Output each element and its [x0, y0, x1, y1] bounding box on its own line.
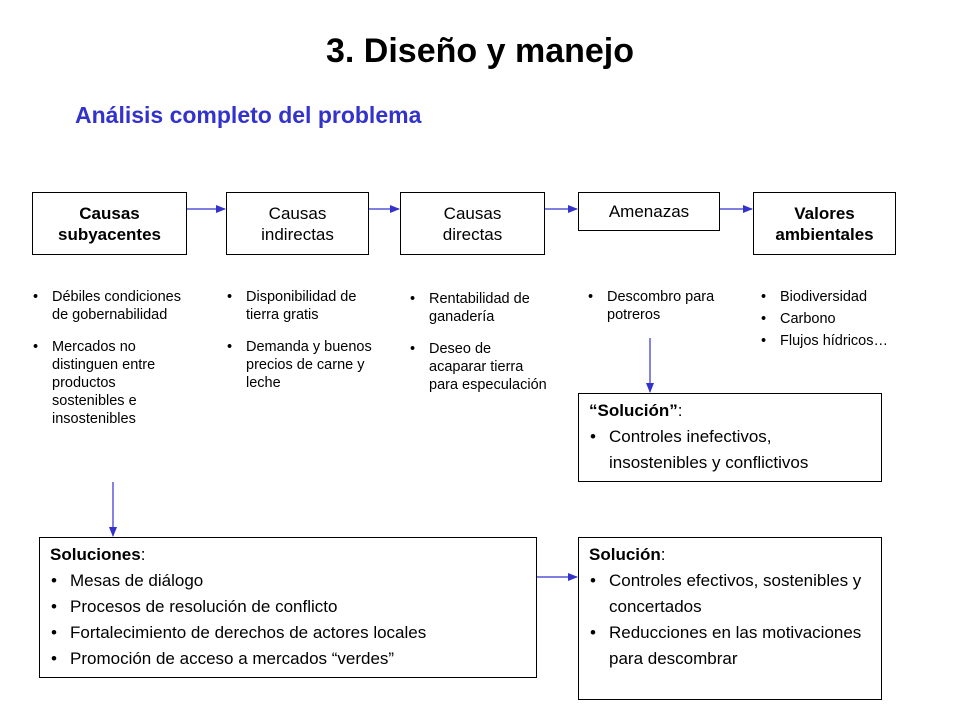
list-item: • Flujos hídricos…: [760, 332, 910, 350]
list-item: • Controles inefectivos, insostenibles y conflictivos: [589, 424, 871, 476]
list-item: • Procesos de resolución de conflicto: [50, 594, 526, 620]
box-line1: Causas: [268, 203, 327, 223]
list-item: • Débiles condiciones de gobernabilidad: [32, 288, 192, 324]
heading-rest: :: [140, 545, 146, 564]
heading-bold: Solución: [589, 545, 661, 564]
box-line1: Causas: [443, 203, 502, 223]
list-item: • Disponibilidad de tierra gratis: [226, 288, 376, 324]
list-item: • Biodiversidad: [760, 288, 910, 306]
list-item: • Deseo de acaparar tierra para especulación: [409, 340, 549, 394]
list-item: • Rentabilidad de ganadería: [409, 290, 549, 326]
list-item: • Fortalecimiento de derechos de actores locales: [50, 620, 526, 646]
box-line2: directas: [442, 224, 503, 244]
list-item: • Reducciones en las motivaciones para descombrar: [589, 620, 871, 672]
heading-rest: :: [660, 545, 666, 564]
heading-bold: Soluciones: [50, 545, 141, 564]
list-item: • Carbono: [760, 310, 910, 328]
list-item: • Descombro para potreros: [587, 288, 727, 324]
heading-rest: :: [677, 401, 683, 420]
box-line1: Amenazas: [608, 202, 690, 221]
slide-title: 3. Diseño y manejo: [326, 32, 634, 70]
box-line2: subyacentes: [58, 224, 161, 244]
list-item: • Promoción de acceso a mercados “verdes”: [50, 646, 526, 672]
list-item: • Mercados no distinguen entre productos sostenibles e insostenibles: [32, 338, 192, 428]
list-item: • Controles efectivos, sostenibles y concertados: [589, 568, 871, 620]
list-item: • Demanda y buenos precios de carne y leche: [226, 338, 376, 392]
slide-subtitle: Análisis completo del problema: [75, 102, 422, 128]
list-item: • Mesas de diálogo: [50, 568, 526, 594]
box-line2: ambientales: [775, 224, 874, 244]
box-line1: Valores: [794, 203, 855, 223]
box-line2: indirectas: [261, 224, 334, 244]
heading-bold: “Solución”: [589, 401, 678, 420]
box-line1: Causas: [79, 203, 140, 223]
